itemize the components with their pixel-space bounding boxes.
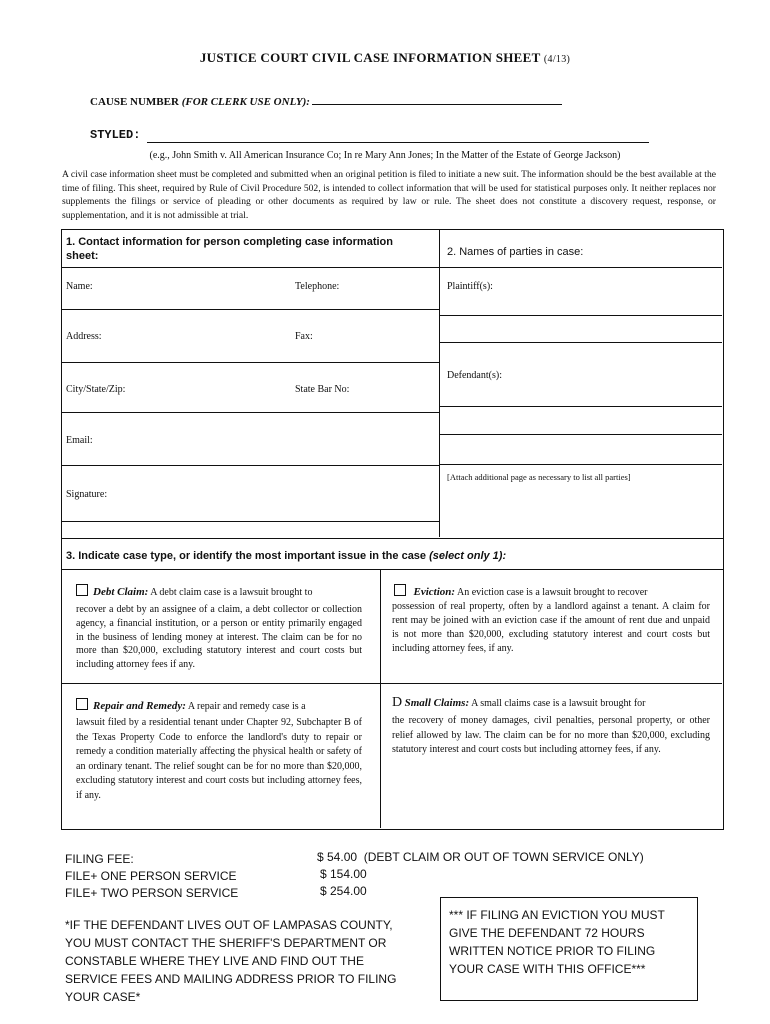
address-label: Address: bbox=[66, 331, 102, 342]
name-field[interactable] bbox=[62, 309, 439, 310]
eviction-option[interactable] bbox=[394, 584, 710, 601]
plaintiff-field-2[interactable] bbox=[440, 342, 722, 343]
filing-fee-label: FILING FEE: bbox=[65, 852, 134, 866]
eviction-checkbox[interactable] bbox=[394, 584, 406, 596]
plaintiff-field-1[interactable] bbox=[440, 315, 722, 316]
page-title bbox=[0, 50, 770, 66]
attach-note: [Attach additional page as necessary to list all parties] bbox=[447, 472, 631, 482]
eviction-notice: *** IF FILING AN EVICTION YOU MUST GIVE THE DEFENDANT 72 HOURS WRITTEN NOTICE PRIOR TO FILING YOUR CASE WITH THIS OFFICE*** bbox=[440, 897, 698, 1001]
small-claims-marker[interactable]: D bbox=[392, 695, 403, 710]
plaintiff-label: Plaintiff(s): bbox=[447, 281, 493, 292]
filing-fee-note: (DEBT CLAIM OR OUT OF TOWN SERVICE ONLY) bbox=[363, 850, 644, 864]
fee-amounts bbox=[317, 849, 644, 900]
debt-claim-body: recover a debt by an assignee of a claim, a debt collector or collection agency, a financial institution, or a person or entity primarily engaged in the business of lending money at interest. The claim can be for no more than $20,000, excluding statutory interest and court costs but including attorney fees if any. bbox=[76, 604, 362, 671]
repair-title: Repair and Remedy: bbox=[93, 700, 186, 712]
email-label: Email: bbox=[66, 435, 93, 446]
repair-body: lawsuit filed by a residential tenant under Chapter 92, Subchapter B of the Texas Property Code to enforce the landlord's duty to repair or remedy a condition materially affecting the physical health or safety of an ordinary tenant. The relief sought can be for no more than $20,000, excluding statutory interest and court costs but including attorney fees, if any. bbox=[76, 717, 362, 801]
attach-note-rule bbox=[440, 464, 722, 465]
one-person-label: FILE+ ONE PERSON SERVICE bbox=[65, 869, 237, 883]
repair-option[interactable] bbox=[76, 698, 366, 715]
two-person-label: FILE+ TWO PERSON SERVICE bbox=[65, 886, 239, 900]
city-field[interactable] bbox=[62, 412, 439, 413]
eviction-title: Eviction: bbox=[413, 586, 456, 598]
section3-heading-text: 3. Indicate case type, or identify the most important issue in the case bbox=[66, 550, 430, 562]
name-label: Name: bbox=[66, 281, 93, 292]
styled-field[interactable] bbox=[147, 142, 649, 143]
title-text: JUSTICE COURT CIVIL CASE INFORMATION SHEET bbox=[199, 50, 541, 65]
email-field[interactable] bbox=[62, 465, 439, 466]
eviction-lead: An eviction case is a lawsuit brought to recover bbox=[455, 587, 648, 598]
filing-fee-amount: $ 54.00 bbox=[317, 850, 358, 864]
small-claims-body: the recovery of money damages, civil penalties, personal property, or other relief allowed by law. The claim can be for no more than $20,000, excluding statutory interest and court costs but including attorney fees, if any. bbox=[392, 715, 710, 755]
styled-example: (e.g., John Smith v. All American Insurance Co; In re Mary Ann Jones; In the Matter of the Estate of George Jackson) bbox=[149, 150, 621, 161]
out-of-county-notice: *IF THE DEFENDANT LIVES OUT OF LAMPASAS COUNTY, YOU MUST CONTACT THE SHERIFF'S DEPARTMENT OR CONSTABLE WHERE THEY LIVE AND FIND OUT THE SERVICE FEES AND MAILING ADDRESS PRIOR TO FILING YOUR CASE* bbox=[65, 918, 397, 1004]
telephone-label: Telephone: bbox=[295, 281, 340, 292]
small-claims-option[interactable] bbox=[392, 696, 712, 712]
styled-label: STYLED: bbox=[90, 128, 141, 142]
one-person-amount: $ 154.00 bbox=[320, 867, 367, 881]
eviction-body: possession of real property, often by a landlord against a tenant. A claim for rent may be joined with an eviction case if the amount of rent due and unpaid is not more than $20,000, excluding statutory interest and court costs but including attorney fees, if any. bbox=[392, 601, 710, 654]
section2-heading-rule bbox=[440, 267, 722, 268]
address-field[interactable] bbox=[62, 362, 439, 363]
section1-heading-rule bbox=[62, 267, 439, 268]
section2-heading: 2. Names of parties in case: bbox=[447, 246, 584, 258]
cause-number-row bbox=[90, 94, 562, 108]
small-claims-lead: A small claims case is a lawsuit brought for bbox=[469, 698, 646, 709]
signature-label: Signature: bbox=[66, 489, 108, 500]
two-person-amount: $ 254.00 bbox=[320, 884, 367, 898]
column-divider bbox=[439, 230, 440, 537]
debt-claim-option[interactable] bbox=[76, 584, 362, 601]
contact-parties-box bbox=[61, 229, 724, 539]
cause-number-label: CAUSE NUMBER bbox=[90, 96, 182, 108]
section3-heading bbox=[66, 549, 506, 563]
section3-heading-note: (select only 1): bbox=[429, 550, 507, 562]
defendant-field-2[interactable] bbox=[440, 434, 722, 435]
repair-lead: A repair and remedy case is a bbox=[185, 701, 306, 712]
debt-claim-lead: A debt claim case is a lawsuit brought to bbox=[148, 587, 313, 598]
state-bar-label: State Bar No: bbox=[295, 384, 350, 395]
small-claims-title: Small Claims: bbox=[404, 697, 470, 709]
cause-number-field[interactable] bbox=[312, 94, 562, 105]
section1-heading: 1. Contact information for person completing case information sheet: bbox=[66, 236, 393, 262]
fax-label: Fax: bbox=[295, 331, 313, 342]
debt-claim-checkbox[interactable] bbox=[76, 584, 88, 596]
title-version: (4/13) bbox=[543, 54, 571, 65]
debt-claim-title: Debt Claim: bbox=[93, 586, 149, 598]
cause-number-note: (FOR CLERK USE ONLY): bbox=[181, 96, 310, 108]
intro-paragraph: A civil case information sheet must be completed and submitted when an original petition is filed to initiate a new suit. The information should be the best available at the time of filing. This sheet, required by Rule of Civil Procedure 502, is intended to collect information that will be used for statistical purposes only. It neither replaces nor supplements the filings or service of pleading or other documents as required by law or rule. The sheet does not constitute a discovery request, response, or supplementation, and it is not admissible at trial. bbox=[62, 169, 716, 221]
defendant-field-1[interactable] bbox=[440, 406, 722, 407]
repair-checkbox[interactable] bbox=[76, 698, 88, 710]
defendant-label: Defendant(s): bbox=[447, 370, 502, 381]
fee-labels bbox=[65, 851, 238, 902]
small-claims-cell-rule bbox=[380, 683, 722, 684]
city-state-zip-label: City/State/Zip: bbox=[66, 384, 126, 395]
signature-field[interactable] bbox=[62, 521, 439, 522]
